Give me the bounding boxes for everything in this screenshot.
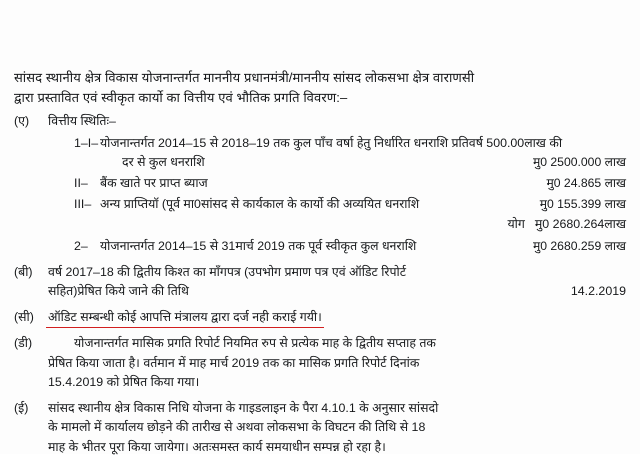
- finance-item-3: [74, 195, 626, 214]
- finance-item-2-label: II–: [74, 175, 88, 190]
- section-e-line-1: सांसद स्थानीय क्षेत्र विकास निधि योजना के गाइडलाइन के पैरा 4.10.1 के अनुसार सांसदो: [48, 401, 439, 416]
- section-d-line-1: योजनान्तर्गत मासिक प्रगति रिपोर्ट नियमित रुप से प्रत्येक माह के द्वितीय सप्ताह तक: [74, 336, 436, 351]
- section-b-date: 14.2.2019: [570, 284, 626, 299]
- section-c-marker: (सी): [14, 310, 34, 325]
- finance-item-1-amount: मु0 2500.000 लाख: [532, 154, 626, 169]
- finance-item-4-amount: मु0 2680.259 लाख: [532, 238, 626, 253]
- finance-item-1: [74, 134, 626, 153]
- section-d-line-2: प्रेषित किया जाता है। वर्तमान में माह मार्च 2019 तक का मासिक प्रगति रिपोर्ट दिनांक: [48, 355, 420, 370]
- document-title: [14, 68, 626, 108]
- section-a: [14, 112, 626, 256]
- finance-item-4-text: योजनान्तर्गत 2014–15 से 31मार्च 2019 तक पूर्व स्वीकृत कुल धनराशि: [100, 238, 417, 253]
- finance-item-2-amount: मु0 24.865 लाख: [546, 175, 626, 190]
- finance-item-3-label: III–: [74, 197, 92, 212]
- section-c-line-1: ऑडिट सम्बन्धी कोई आपत्ति मंत्रालय द्वारा दर्ज नही कराई गयी।: [48, 308, 322, 327]
- section-d: [14, 334, 626, 392]
- finance-item-1-label: 1–I–: [74, 135, 99, 150]
- finance-item-1-cont: [122, 153, 626, 172]
- finance-item-1-text: योजनान्तर्गत 2014–15 से 2018–19 तक कुल पाँच वर्षा हेतु निर्धारित धनराशि प्रतिवर्ष 500.00लाख की: [100, 135, 563, 150]
- section-e-marker: (ई): [14, 401, 29, 416]
- section-b-marker: (बी): [14, 264, 33, 279]
- section-c: [14, 308, 626, 327]
- finance-item-3-text: अन्य प्राप्तियॉ (पूर्व मा0सांसद से कार्यकाल के कार्यो की अव्ययित धनराशि: [100, 197, 420, 212]
- section-d-marker: (डी): [14, 336, 33, 351]
- document-body: [14, 68, 626, 457]
- finance-item-3-amount: मु0 155.399 लाख: [539, 197, 626, 212]
- finance-items: [74, 134, 626, 256]
- finance-item-2-text: बैंक खाते पर प्राप्त ब्याज: [100, 175, 208, 190]
- section-a-heading: वित्तीय स्थितिः–: [48, 114, 116, 129]
- finance-total-label: योग: [507, 217, 525, 232]
- section-b: [14, 263, 626, 301]
- finance-item-1-cont-text: दर से कुल धनराशि: [122, 154, 205, 169]
- title-line-2: द्वारा प्रस्तावित एवं स्वीकृत कार्यो का वित्तीय एवं भौतिक प्रगति विवरण:–: [14, 90, 348, 106]
- section-a-marker: (ए): [14, 114, 30, 129]
- section-e-line-2: के मामलो में कार्यालय छोड़ने की तारीख से अथवा लोकसभा के विघटन की तिथि से 18: [48, 420, 426, 435]
- finance-item-2: [74, 174, 626, 193]
- section-b-line-2: सहित)प्रेषित किये जाने की तिथि: [48, 284, 189, 299]
- section-e-line-3: माह के भीतर पूरा किया जायेगा। अतःसमस्त कार्य समयाधीन सम्पन्न हो रहा है।: [48, 439, 386, 454]
- finance-total-amount: मु0 2680.264लाख: [534, 217, 626, 232]
- section-b-line-1: वर्ष 2017–18 की द्वितीय किश्त का माँगपत्र (उपभोग प्रमाण पत्र एवं ऑडिट रिपोर्ट: [48, 264, 406, 279]
- finance-item-4: [74, 237, 626, 256]
- title-line-1: सांसद स्थानीय क्षेत्र विकास योजनान्तर्गत माननीय प्रधानमंत्री/माननीय सांसद लोकसभा क्षेत्र वाराणसी: [14, 70, 475, 85]
- section-d-line-3: 15.4.2019 को प्रेषित किया गया।: [48, 374, 200, 389]
- finance-total-row: [74, 215, 626, 234]
- section-e: [14, 399, 626, 457]
- finance-item-4-label: 2–: [74, 238, 88, 253]
